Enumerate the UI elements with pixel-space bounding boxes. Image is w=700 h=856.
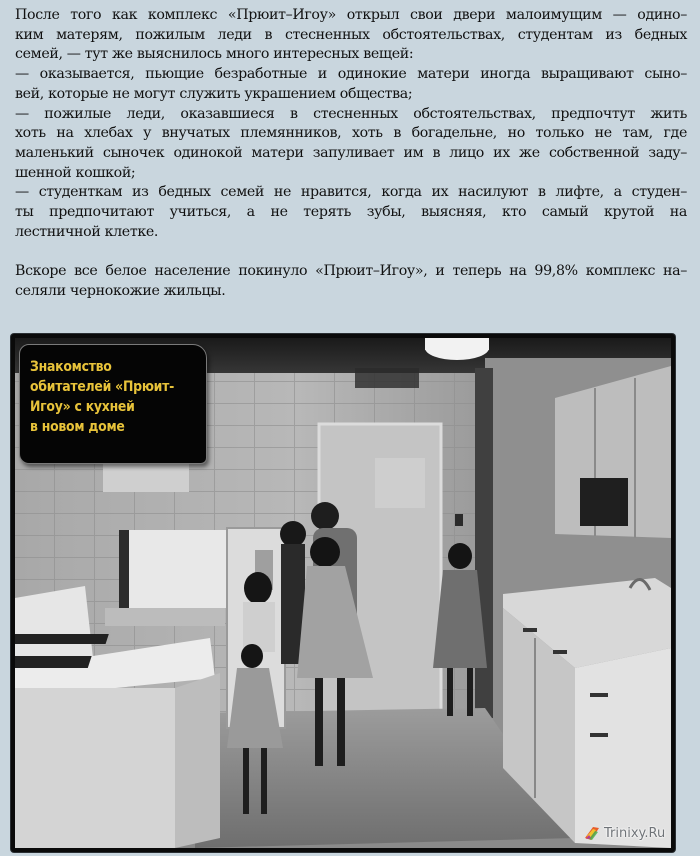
article-text — [15, 6, 687, 302]
refrigerator-top — [119, 530, 229, 608]
text-line: После того как комплекс «Прюит–Игоу» открыл свои двери малоимущим — одино– — [15, 7, 687, 23]
text-line: шенной кошкой; — [15, 164, 136, 181]
text-line: хоть на хлебах у внучатых племянников, хоть в богадельне, но только не там, где — [15, 125, 687, 142]
text-line: ким матерям, пожилым леди в стесненных обстоятельствах, студентам из бедных — [15, 26, 687, 43]
photo-caption: Знакомство обитателей «Прюит- Игоу» с кухней в новом доме — [30, 359, 175, 435]
list-item — [15, 183, 687, 242]
text-line: Вскоре все белое население покинуло «Прюит–Игоу», и теперь на 99,8% комплекс на– — [15, 263, 687, 280]
text-line: — оказывается, пьющие безработные и одинокие матери иногда выращивают сыно– — [15, 66, 687, 83]
intro-paragraph — [15, 6, 687, 65]
closing-paragraph — [15, 262, 687, 301]
watermark-text: Trinixy.Ru — [604, 825, 666, 841]
text-line: — пожилые леди, оказавшиеся в стесненных обстоятельствах, предпочтут жить — [15, 105, 687, 122]
list-item — [15, 65, 687, 104]
paragraph-gap — [15, 242, 687, 262]
stove-backsplash — [15, 586, 93, 668]
trinixy-logo-icon — [583, 824, 601, 842]
text-line: — студенткам из бедных семей не нравится, когда их насилуют в лифте, а студен– — [15, 184, 687, 201]
text-line: селяли чернокожие жильцы. — [15, 282, 226, 299]
text-line: вей, которые не могут служить украшением общества; — [15, 85, 413, 102]
list-item — [15, 105, 687, 184]
text-line: ты предпочитают учиться, а не терять зубы, выясняя, кто самый крутой на — [15, 204, 687, 221]
text-line: семей, — тут же выяснилось много интересных вещей: — [15, 46, 414, 63]
range-hood — [103, 464, 189, 492]
text-line: маленький сыночек одинокой матери запуливает им в лицо их же собственной заду– — [15, 144, 687, 161]
stove-body — [15, 688, 175, 848]
watermark — [583, 822, 665, 844]
text-line: лестничной клетке. — [15, 223, 159, 240]
